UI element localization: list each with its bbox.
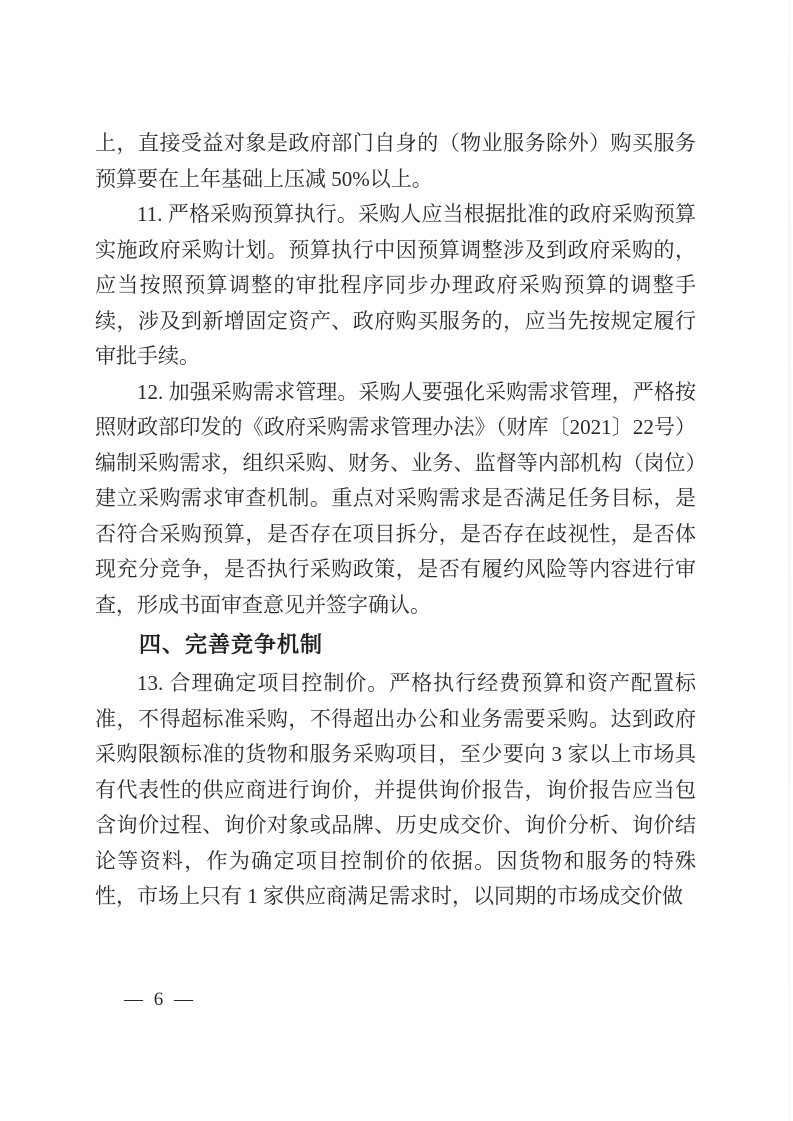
page-number: — 6 —	[124, 989, 196, 1010]
paragraph-item-12: 12. 加强采购需求管理。采购人要强化采购需求管理，严格按照财政部印发的《政府采购需求管理办法》（财库〔2021〕22号）编制采购需求，组织采购、财务、业务、监督等内部机构（岗位）建立采购需求审查机制。重点对采购需求是否满足任务目标，是否符合采购预算，是否存在项目拆分，是否存在歧视性，是否体现充分竞争，是否执行采购政策，是否有履约风险等内容进行审查，形成书面审查意见并签字确认。	[95, 379, 696, 617]
paragraph-item-11: 11. 严格采购预算执行。采购人应当根据批准的政府采购预算实施政府采购计划。预算执行中因预算调整涉及到政府采购的，应当按照预算调整的审批程序同步办理政府采购预算的调整手续，涉及到新增固定资产、政府购买服务的，应当先按规定履行审批手续。	[95, 202, 696, 368]
section-heading-4: 四、完善竞争机制	[139, 632, 324, 657]
paragraph-item-13: 13. 合理确定项目控制价。严格执行经费预算和资产配置标准，不得超标准采购，不得超出办公和业务需要采购。达到政府采购限额标准的货物和服务采购项目，至少要向 3 家以上市场具有代表性的供应商进行询价，并提供询价报告，询价报告应当包含询价过程、询价对象或品牌、历史成交价、询价分析、询价结论等资料，作为确定项目控制价的依据。因货物和服务的特殊性，市场上只有 1 家供应商满足需求时，以同期的市场成交价做	[95, 671, 696, 908]
scan-edge-shadow	[788, 0, 791, 1121]
text-column	[95, 126, 696, 915]
paragraph-continuation: 上，直接受益对象是政府部门自身的（物业服务除外）购买服务预算要在上年基础上压减 50%以上。	[95, 131, 696, 191]
